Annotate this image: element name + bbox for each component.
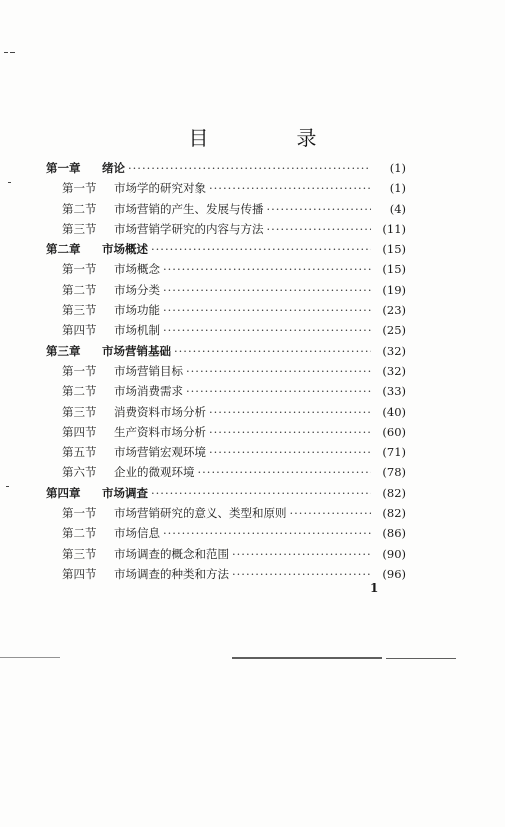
section-title: 市场营销目标 [114,363,183,378]
dot-leader [186,364,371,378]
dot-leader [128,161,371,175]
toc-section-entry [46,363,406,383]
chapter-title: 市场调查 [102,485,148,500]
section-number: 第三节 [62,546,97,561]
dot-leader [151,486,371,500]
toc-section-entry [46,302,406,322]
section-title: 市场学的研究对象 [114,181,206,196]
toc-chapter-entry [46,241,406,261]
chapter-number: 第一章 [46,161,81,175]
dot-leader [267,202,372,216]
toc-section-entry [46,180,406,200]
scan-speck [8,182,11,183]
toc-section-entry [46,261,406,281]
dot-leader [209,405,371,419]
dot-leader [163,323,371,337]
chapter-number: 第二章 [46,242,81,257]
toc-section-entry [46,383,406,403]
toc-section-entry [46,404,406,424]
toc-section-entry [46,546,406,566]
entry-page-number: (82) [382,485,406,500]
section-number: 第一节 [62,363,97,378]
dot-leader [186,384,371,398]
entry-page-number: (96) [382,566,406,581]
dot-leader [232,547,371,561]
section-title: 企业的微观环境 [114,465,195,480]
entry-page-number: (40) [382,404,406,419]
toc-section-entry [46,424,406,444]
dot-leader [163,283,371,297]
section-number: 第五节 [62,445,97,460]
section-title: 消费资料市场分析 [114,404,206,419]
scan-speck [4,52,8,53]
section-number: 第二节 [62,201,97,216]
section-title: 市场消费需求 [114,384,183,399]
section-number: 第四节 [62,566,97,581]
dot-leader [163,526,371,540]
section-title: 市场调查的种类和方法 [114,566,229,581]
dot-leader [163,262,371,276]
toc-section-entry [46,566,406,586]
section-title: 生产资料市场分析 [114,424,206,439]
section-number: 第一节 [62,181,97,196]
dot-leader [151,242,371,256]
dot-leader [198,465,372,479]
entry-page-number: (15) [382,242,406,257]
entry-page-number: (60) [382,424,406,439]
section-title: 市场信息 [114,526,160,541]
section-number: 第一节 [62,506,97,521]
table-of-contents [46,160,406,586]
toc-section-entry [46,505,406,525]
toc-chapter-entry [46,343,406,363]
dot-leader [209,445,371,459]
chapter-number: 第三章 [46,343,81,358]
entry-page-number: (1) [389,181,406,196]
section-number: 第三节 [62,221,97,236]
section-title: 市场机制 [114,323,160,338]
toc-section-entry [46,201,406,221]
section-title: 市场调查的概念和范围 [114,546,229,561]
entry-page-number: (15) [382,262,406,277]
entry-page-number: (1) [389,161,406,175]
section-title: 市场营销的产生、发展与传播 [114,201,264,216]
chapter-title: 绪论 [102,161,125,175]
entry-page-number: (71) [382,445,406,460]
section-title: 市场营销宏观环境 [114,445,206,460]
entry-page-number: (32) [382,343,406,358]
section-title: 市场分类 [114,282,160,297]
section-number: 第三节 [62,404,97,419]
scan-edge-line [0,657,60,658]
entry-page-number: (33) [382,384,406,399]
section-title: 市场概念 [114,262,160,277]
toc-section-entry [46,464,406,484]
entry-page-number: (78) [382,465,406,480]
entry-page-number: (19) [382,282,406,297]
entry-page-number: (82) [382,506,406,521]
entry-page-number: (11) [382,221,406,236]
section-number: 第三节 [62,303,97,318]
toc-section-entry [46,444,406,464]
scan-speck [10,52,15,53]
chapter-number: 第四章 [46,485,81,500]
section-number: 第一节 [62,262,97,277]
entry-page-number: (32) [382,363,406,378]
section-title: 市场营销学研究的内容与方法 [114,221,264,236]
page-title: 目 录 [188,126,351,150]
section-number: 第四节 [62,424,97,439]
dot-leader [209,181,371,195]
toc-chapter-entry [46,160,406,180]
dot-leader [290,506,372,520]
section-number: 第四节 [62,323,97,338]
chapter-title: 市场营销基础 [102,343,171,358]
section-title: 市场功能 [114,303,160,318]
entry-page-number: (25) [382,323,406,338]
dot-leader [174,344,371,358]
toc-section-entry [46,322,406,342]
section-number: 第六节 [62,465,97,480]
dot-leader [209,425,371,439]
scan-edge-line [232,657,382,659]
entry-page-number: (23) [382,303,406,318]
dot-leader [267,222,372,236]
section-title: 市场营销研究的意义、类型和原则 [114,506,287,521]
toc-section-entry [46,221,406,241]
entry-page-number: (90) [382,546,406,561]
toc-chapter-entry [46,485,406,505]
entry-page-number: (4) [389,201,406,216]
chapter-title: 市场概述 [102,242,148,257]
scan-edge-line [386,658,456,659]
section-number: 第二节 [62,282,97,297]
dot-leader [163,303,371,317]
dot-leader [232,567,371,581]
section-number: 第二节 [62,526,97,541]
entry-page-number: (86) [382,526,406,541]
toc-section-entry [46,525,406,545]
section-number: 第二节 [62,384,97,399]
scan-speck [6,486,9,487]
page-number: 1 [370,581,379,595]
toc-section-entry [46,282,406,302]
